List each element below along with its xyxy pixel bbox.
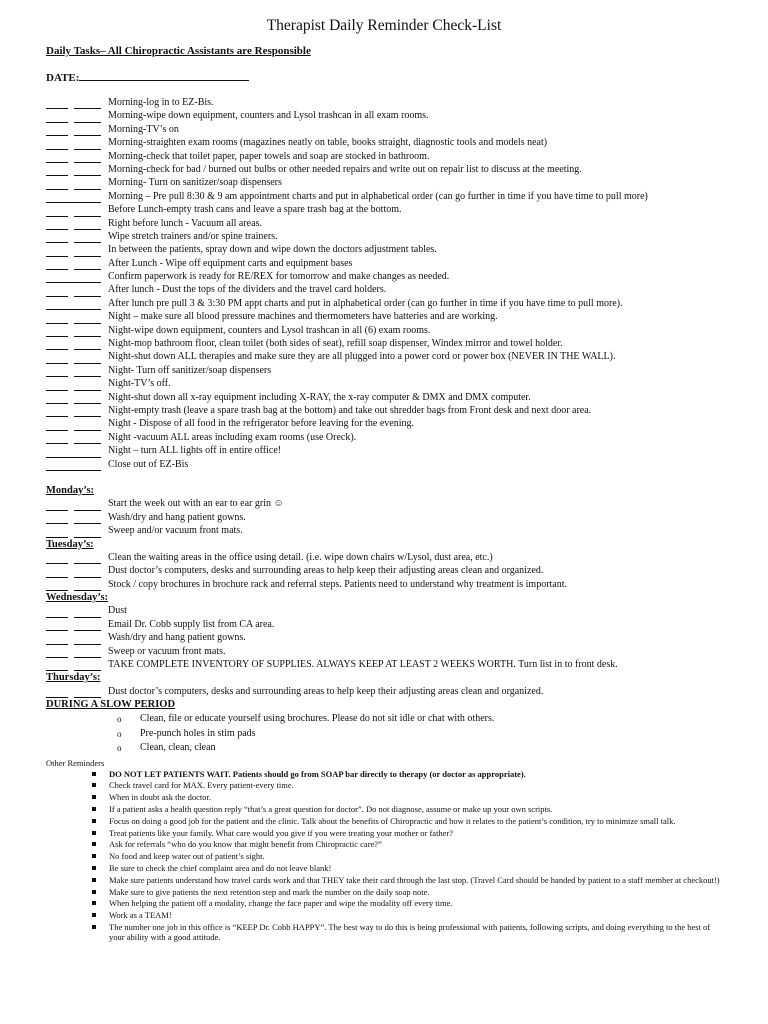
- task-text: Start the week out with an ear to ear grin ☺: [108, 498, 284, 510]
- slow-period-text: Clean, file or educate yourself using brochures. Please do not sit idle or chat with others.: [140, 713, 495, 725]
- reminder-item: [92, 887, 722, 898]
- task-row: [46, 150, 722, 163]
- checkbox-blank[interactable]: [46, 272, 101, 283]
- reminder-text: DO NOT LET PATIENTS WAIT. Patients should go from SOAP bar directly to therapy (or doctor as appropriate).: [109, 768, 526, 779]
- task-row: [46, 96, 722, 109]
- task-row: [46, 350, 722, 363]
- date-label: DATE:: [46, 72, 80, 84]
- initial-blank[interactable]: [46, 607, 68, 618]
- checkbox-blank[interactable]: [74, 406, 101, 417]
- task-text: In between the patients, spray down and wipe down the doctors adjustment tables.: [108, 244, 437, 256]
- checkbox-blank[interactable]: [74, 647, 101, 658]
- task-text: Night-mop bathroom floor, clean toilet (both sides of seat), refill soap dispenser, Windex mirror and towel holder.: [108, 338, 563, 350]
- slow-period-item: [117, 712, 722, 727]
- task-row: [46, 283, 722, 296]
- reminder-item: [92, 863, 722, 874]
- task-row: [46, 524, 722, 537]
- weekday-heading: Monday’s:: [46, 484, 95, 496]
- task-row: [46, 511, 722, 524]
- task-row: [46, 109, 722, 122]
- task-text: Dust doctor’s computers, desks and surrounding areas to help keep their adjusting areas clean and organized.: [108, 685, 544, 697]
- task-text: Morning- Turn on sanitizer/soap dispensers: [108, 177, 282, 189]
- square-bullet-icon: [92, 807, 96, 811]
- checkbox-blank[interactable]: [74, 246, 101, 257]
- task-text: Right before lunch - Vacuum all areas.: [108, 217, 262, 229]
- task-text: Email Dr. Cobb supply list from CA area.: [108, 618, 275, 630]
- task-text: TAKE COMPLETE INVENTORY OF SUPPLIES. ALWAYS KEEP AT LEAST 2 WEEKS WORTH. Turn list in to front desk.: [108, 659, 618, 670]
- task-text: Night-shut down ALL therapies and make sure they are all plugged into a power cord or power box (NEVER IN THE WALL).: [108, 351, 616, 363]
- reminder-item: [92, 839, 722, 850]
- square-bullet-icon: [92, 925, 96, 929]
- task-row: [46, 163, 722, 176]
- reminder-item: [92, 804, 722, 815]
- task-row: [46, 458, 722, 471]
- checkbox-blank[interactable]: [74, 98, 101, 109]
- task-row: [46, 618, 722, 631]
- initial-blank[interactable]: [46, 406, 68, 417]
- task-row: [46, 685, 722, 698]
- square-bullet-icon: [92, 866, 96, 870]
- square-bullet-icon: [92, 819, 96, 823]
- checkbox-blank[interactable]: [74, 527, 101, 538]
- task-text: Morning – Pre pull 8:30 & 9 am appointment charts and put in alphabetical order (can go further in time if you have time to pull more): [108, 190, 648, 202]
- slow-period-list: [46, 712, 722, 756]
- task-text: Night-TV’s off.: [108, 378, 171, 390]
- other-reminders-heading: Other Reminders: [46, 757, 105, 768]
- initial-blank[interactable]: [46, 125, 68, 136]
- task-row: [46, 310, 722, 323]
- task-row: [46, 497, 722, 510]
- task-row: [46, 230, 722, 243]
- initial-blank[interactable]: [46, 259, 68, 270]
- task-row: [46, 270, 722, 283]
- square-bullet-icon: [92, 854, 96, 858]
- checkbox-blank[interactable]: [74, 634, 101, 645]
- task-row: [46, 176, 722, 189]
- checkbox-blank[interactable]: [74, 206, 101, 217]
- task-text: Stock / copy brochures in brochure rack and referral steps. Patients need to understand why treatment is important.: [108, 578, 568, 590]
- task-text: After lunch - Dust the tops of the dividers and the travel card holders.: [108, 284, 387, 296]
- reminder-text: Make sure to give patients the next retention step and mark the number on the daily soap note.: [109, 886, 430, 897]
- checkbox-blank[interactable]: [74, 433, 101, 444]
- initial-blank[interactable]: [46, 567, 68, 578]
- task-text: Morning-TV’s on: [108, 123, 179, 135]
- task-text: Sweep and/or vacuum front mats.: [108, 525, 243, 537]
- task-text: Morning-log in to EZ-Bis.: [108, 96, 214, 108]
- task-row: [46, 203, 722, 216]
- circle-bullet-icon: o: [117, 743, 122, 754]
- task-row: [46, 337, 722, 350]
- checkbox-blank[interactable]: [74, 165, 101, 176]
- date-line: [46, 69, 722, 85]
- task-row: [46, 217, 722, 230]
- square-bullet-icon: [92, 913, 96, 917]
- checkbox-blank[interactable]: [74, 125, 101, 136]
- task-text: Wash/dry and hang patient gowns.: [108, 511, 246, 523]
- task-row: [46, 190, 722, 203]
- initial-blank[interactable]: [46, 687, 68, 698]
- checkbox-blank[interactable]: [74, 232, 101, 243]
- checkbox-blank[interactable]: [74, 219, 101, 230]
- checkbox-blank[interactable]: [74, 567, 101, 578]
- checkbox-blank[interactable]: [74, 313, 101, 324]
- checkbox-blank[interactable]: [74, 152, 101, 163]
- initial-blank[interactable]: [46, 165, 68, 176]
- task-text: Morning-check that toilet paper, paper towels and soap are stocked in bathroom.: [108, 150, 430, 162]
- initial-blank[interactable]: [46, 393, 68, 404]
- initial-blank[interactable]: [46, 420, 68, 431]
- task-row: [46, 604, 722, 617]
- date-blank[interactable]: [79, 69, 249, 81]
- reminder-text: When in doubt ask the doctor.: [109, 792, 211, 803]
- checkbox-blank[interactable]: [74, 420, 101, 431]
- checkbox-blank[interactable]: [74, 339, 101, 350]
- initial-blank[interactable]: [46, 433, 68, 444]
- reminder-item: [92, 828, 722, 839]
- page-subtitle: Daily Tasks– All Chiropractic Assistants are Responsible: [46, 45, 311, 57]
- slow-period-item: [117, 727, 722, 742]
- task-text: Dust: [108, 605, 127, 617]
- reminder-item: [92, 922, 722, 943]
- checkbox-blank[interactable]: [74, 366, 101, 377]
- task-row: [46, 564, 722, 577]
- checkbox-blank[interactable]: [74, 580, 101, 591]
- initial-blank[interactable]: [46, 513, 68, 524]
- weekday-heading: Thursday’s:: [46, 672, 101, 684]
- initial-blank[interactable]: [46, 353, 68, 364]
- initial-blank[interactable]: [46, 580, 68, 591]
- initial-blank[interactable]: [46, 232, 68, 243]
- reminder-item: [92, 910, 722, 921]
- reminder-item: [92, 875, 722, 886]
- slow-period-text: Clean, clean, clean: [140, 742, 216, 754]
- square-bullet-icon: [92, 878, 96, 882]
- reminder-text: Check travel card for MAX. Every patient-every time.: [109, 780, 294, 791]
- weekly-task-list: [46, 484, 722, 698]
- task-text: Morning-wipe down equipment, counters and Lysol trashcan in all exam rooms.: [108, 110, 429, 122]
- initial-blank[interactable]: [46, 206, 68, 217]
- initial-blank[interactable]: [46, 366, 68, 377]
- checkbox-blank[interactable]: [74, 179, 101, 190]
- task-text: Dust doctor’s computers, desks and surrounding areas to help keep their adjusting areas clean and organized.: [108, 565, 544, 577]
- task-text: Night - Dispose of all food in the refrigerator before leaving for the evening.: [108, 418, 415, 430]
- task-text: Night – turn ALL lights off in entire office!: [108, 445, 282, 457]
- checkbox-blank[interactable]: [74, 393, 101, 404]
- initial-blank[interactable]: [46, 112, 68, 123]
- checkbox-blank[interactable]: [74, 139, 101, 150]
- checkbox-blank[interactable]: [74, 513, 101, 524]
- reminder-item: [92, 851, 722, 862]
- task-text: Night-empty trash (leave a spare trash bag at the bottom) and take out shredder bags from Front desk and next door area.: [108, 404, 592, 416]
- reminder-text: No food and keep water out of patient’s sight.: [109, 851, 265, 862]
- reminder-item: [92, 816, 722, 827]
- checkbox-blank[interactable]: [46, 299, 101, 310]
- task-row: [46, 391, 722, 404]
- task-text: Night – make sure all blood pressure machines and thermometers have batteries and are working.: [108, 311, 498, 323]
- task-text: Night- Turn off sanitizer/soap dispensers: [108, 364, 272, 376]
- initial-blank[interactable]: [46, 527, 68, 538]
- task-text: Wash/dry and hang patient gowns.: [108, 632, 246, 644]
- slow-period-heading: DURING A SLOW PERIOD: [46, 699, 176, 711]
- checkbox-blank[interactable]: [74, 112, 101, 123]
- initial-blank[interactable]: [46, 500, 68, 511]
- task-row: [46, 123, 722, 136]
- task-text: Morning-check for bad / burned out bulbs or other needed repairs and write out on repair list to discuss at the meeting.: [108, 163, 582, 175]
- reminder-text: The number one job in this office is “KEEP Dr. Cobb HAPPY”. The best way to do this is being professional with patients, following scripts, and doing everything to the best of your ability with a good attitude.: [109, 921, 711, 943]
- initial-blank[interactable]: [46, 286, 68, 297]
- checkbox-blank[interactable]: [46, 447, 101, 458]
- initial-blank[interactable]: [46, 179, 68, 190]
- initial-blank[interactable]: [46, 553, 68, 564]
- task-text: Wipe stretch trainers and/or spine trainers.: [108, 230, 278, 242]
- checkbox-blank[interactable]: [46, 460, 101, 471]
- task-text: Confirm paperwork is ready for RE/REX for tomorrow and make changes as needed.: [108, 271, 450, 283]
- checkbox-blank[interactable]: [74, 553, 101, 564]
- initial-blank[interactable]: [46, 313, 68, 324]
- checkbox-blank[interactable]: [74, 660, 101, 671]
- task-text: Clean the waiting areas in the office using detail. (i.e. wipe down chairs w/Lysol, dust area, etc.): [108, 551, 493, 563]
- reminder-item: [92, 898, 722, 909]
- initial-blank[interactable]: [46, 634, 68, 645]
- initial-blank[interactable]: [46, 98, 68, 109]
- reminder-text: When helping the patient off a modality, change the face paper and wipe the modality off every time.: [109, 898, 453, 909]
- task-row: [46, 257, 722, 270]
- square-bullet-icon: [92, 795, 96, 799]
- checkbox-blank[interactable]: [74, 353, 101, 364]
- reminder-text: Focus on doing a good job for the patient and the clinic. Talk about the benefits of Chiropractic and how it relates to the patient’s condition, try to minimize small talk.: [109, 815, 676, 826]
- checkbox-blank[interactable]: [74, 259, 101, 270]
- reminder-item: [92, 769, 722, 780]
- task-text: Before Lunch-empty trash cans and leave a spare trash bag at the bottom.: [108, 204, 402, 216]
- slow-period-item: [117, 741, 722, 756]
- reminder-text: Ask for referrals “who do you know that might benefit from Chiropractic care?”: [109, 839, 382, 850]
- checkbox-blank[interactable]: [74, 607, 101, 618]
- reminder-text: Make sure patients understand how travel cards work and that THEY take their card through the last stop. (Travel Card should be handed by patient to a staff member at checkout!): [109, 874, 720, 885]
- task-row: [46, 631, 722, 644]
- checkbox-blank[interactable]: [74, 500, 101, 511]
- task-row: [46, 444, 722, 457]
- checkbox-blank[interactable]: [74, 286, 101, 297]
- checkbox-blank[interactable]: [74, 380, 101, 391]
- task-row: [46, 431, 722, 444]
- reminder-text: Treat patients like your family. What care would you give if you were treating your mother or father?: [109, 827, 454, 838]
- task-row: [46, 645, 722, 658]
- task-row: [46, 578, 722, 591]
- reminder-text: Work as a TEAM!: [109, 910, 172, 921]
- checkbox-blank[interactable]: [74, 687, 101, 698]
- initial-blank[interactable]: [46, 660, 68, 671]
- task-text: Morning-straighten exam rooms (magazines neatly on table, books straight, diagnostic tools and models neat): [108, 137, 548, 149]
- daily-task-list: [46, 96, 722, 471]
- reminder-item: [92, 780, 722, 791]
- task-row: [46, 551, 722, 564]
- task-row: [46, 417, 722, 430]
- circle-bullet-icon: o: [117, 728, 122, 739]
- task-row: [46, 364, 722, 377]
- section-gap: [46, 471, 722, 484]
- initial-blank[interactable]: [46, 339, 68, 350]
- task-text: Sweep or vacuum front mats.: [108, 645, 226, 657]
- task-row: [46, 377, 722, 390]
- weekday-heading: Wednesday’s:: [46, 592, 109, 604]
- checkbox-blank[interactable]: [46, 192, 101, 203]
- square-bullet-icon: [92, 842, 96, 846]
- initial-blank[interactable]: [46, 620, 68, 631]
- task-text: After lunch pre pull 3 & 3:30 PM appt charts and put in alphabetical order (can go further in time if you have time to pull more).: [108, 297, 623, 309]
- task-row: [46, 297, 722, 310]
- initial-blank[interactable]: [46, 219, 68, 230]
- reminder-text: If a patient asks a health question reply “that’s a great question for doctor”. Do not diagnose, assume or make up your own scripts.: [109, 804, 553, 815]
- square-bullet-icon: [92, 772, 96, 776]
- square-bullet-icon: [92, 890, 96, 894]
- initial-blank[interactable]: [46, 139, 68, 150]
- task-row: [46, 658, 722, 671]
- square-bullet-icon: [92, 901, 96, 905]
- square-bullet-icon: [92, 831, 96, 835]
- task-row: [46, 324, 722, 337]
- other-reminders-list: [46, 769, 722, 943]
- weekday-heading: Tuesday’s:: [46, 538, 94, 550]
- square-bullet-icon: [92, 783, 96, 787]
- checkbox-blank[interactable]: [74, 620, 101, 631]
- initial-blank[interactable]: [46, 647, 68, 658]
- checkbox-blank[interactable]: [74, 326, 101, 337]
- initial-blank[interactable]: [46, 152, 68, 163]
- page-title: Therapist Daily Reminder Check-List: [266, 17, 502, 34]
- reminder-item: [92, 792, 722, 803]
- task-text: Close out of EZ-Bis: [108, 458, 189, 470]
- reminder-text: Be sure to check the chief complaint area and do not leave blank!: [109, 862, 332, 873]
- task-text: Night-wipe down equipment, counters and Lysol trashcan in all (6) exam rooms.: [108, 324, 431, 336]
- task-text: Night-shut down all x-ray equipment including X-RAY, the x-ray computer & DMX and DMX computer.: [108, 391, 531, 403]
- task-row: [46, 243, 722, 256]
- circle-bullet-icon: o: [117, 714, 122, 725]
- task-row: [46, 404, 722, 417]
- task-text: After Lunch - Wipe off equipment carts and equipment bases: [108, 257, 353, 269]
- task-row: [46, 136, 722, 149]
- initial-blank[interactable]: [46, 326, 68, 337]
- slow-period-text: Pre-punch holes in stim pads: [140, 727, 256, 739]
- initial-blank[interactable]: [46, 246, 68, 257]
- initial-blank[interactable]: [46, 380, 68, 391]
- task-text: Night -vacuum ALL areas including exam rooms (use Oreck).: [108, 431, 357, 443]
